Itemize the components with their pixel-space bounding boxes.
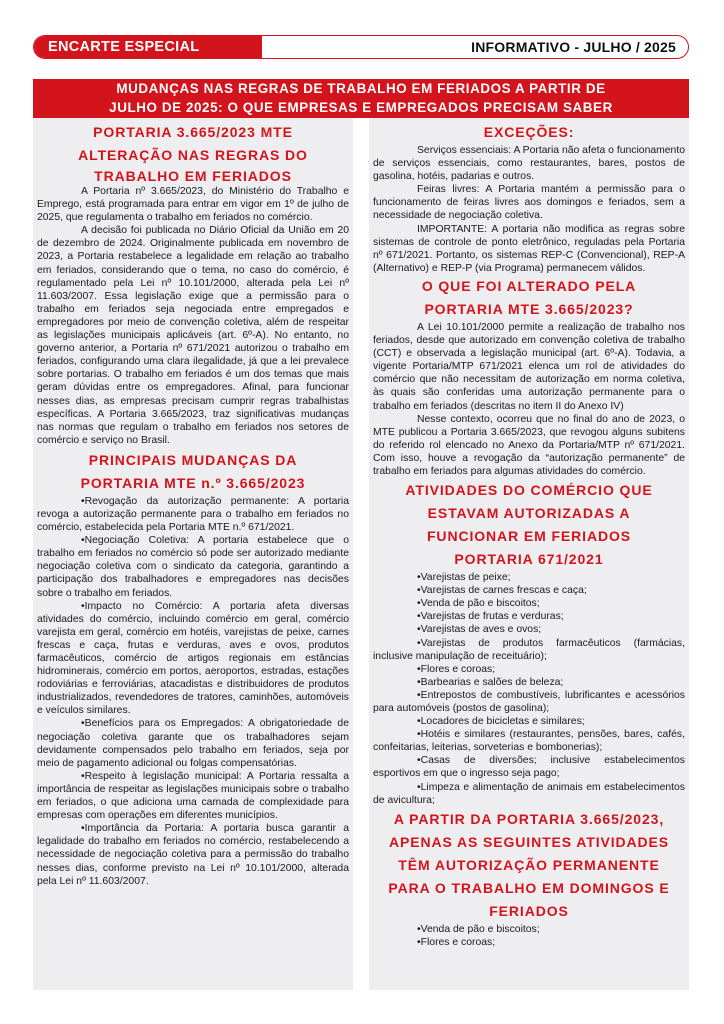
section-title [373,275,685,321]
list-item: •Negociação Coletiva: A portaria estabelece que o trabalho em feriados no comércio só pode ser autorizado mediante negociação coletiva com o sindicato da categoria, garantindo a participação dos trabalhadores e empregadores nas decisões sobre o trabalho em feriados. [37,535,349,599]
title-line: A PARTIR DA PORTARIA 3.665/2023, [393,810,665,827]
paragraph: A decisão foi publicada no Diário Oficial da União em 20 de dezembro de 2024. Originalmente publicada em novembro de 2023, a Portaria restabelece a legalidade em relação ao trabalho em feriados, considerando que o tema, no caso do comércio, é regulamentado pela Lei nº 10.101/2000, alterada pela Lei nº 11.603/2007. Essa legislação exige que a permissão para o trabalho em feriados seja negociada entre empregados e empregadores por meio de convenção coletiva, além de respeitar as legislações municipais aplicáveis (art. 6º-A). No entanto, no governo anterior, a Portaria nº 671/2021 autorizou o trabalho em feriados, configurando uma clara ilegalidade, já que a lei prevalece sobre portarias. O trabalho em feriados é um dos temas que mais geram dúvidas entre os empregadores. Afinal, para funcionar nesses dias, as empresas precisam cumprir regras trabalhistas específicas. A Portaria 3.665/2023, traz significativas mudanças nas normas que regulam o trabalho em feriados nos setores de comércio e serviço no Brasil. [37,225,349,446]
title-line: FERIADOS [489,902,569,919]
paragraph: A Lei 10.101/2000 permite a realização de trabalho nos feriados, desde que autorizado em convenção coletiva de trabalho (CCT) e observada a legislação municipal (art. 6º-A). Todavia, a vigente Portaria/MTP 671/2021 elenca um rol de atividades do comércio que não necessitam de autorização em norma coletiva, às quais são conferidas uma autorização permanente para o trabalho em feriados (descritas no item II do Anexo IV) [373,321,685,412]
paragraph: A Portaria nº 3.665/2023, do Ministério do Trabalho e Emprego, está programada para entrar em vigor em 1º de julho de 2025, que regulamenta o trabalho em feriados no comércio. [37,186,349,224]
title-line: PORTARIA MTE 3.665/2023? [424,300,634,317]
list-item: •Entrepostos de combustíveis, lubrificantes e acessórios para automóveis (postos de gasolina); [373,689,685,714]
list-item: •Locadores de bicicletas e similares; [417,716,585,728]
page-header [33,35,689,59]
title-line: PORTARIA MTE n.º 3.665/2023 [80,474,306,491]
section-tag [34,36,262,58]
title-line: PORTARIA 3.665/2023 MTE [93,124,293,140]
paragraph: IMPORTANTE: A portaria não modifica as regras sobre sistemas de controle de ponto eletrônico, reguladas pela Portaria nº 671/2021. Portanto, os sistemas REP-C (Convencional), REP-A (Alternativo) e REP-P (via Programa) permanecem válidos. [373,223,685,274]
section-title [37,449,349,495]
list-item: •Benefícios para os Empregados: A obrigatoriedade de negociação coletiva garante que os trabalhadores sejam devidamente compensados pelo trabalho em feriados, seja por meio de pagamento adicional ou folgas compensatórias. [37,718,349,769]
headline-line-1: MUDANÇAS NAS REGRAS DE TRABALHO EM FERIADOS A PARTIR DE [116,81,606,96]
title-line: TÊM AUTORIZAÇÃO PERMANENTE [398,856,660,873]
list-item: •Varejistas de carnes frescas e caça; [417,585,587,597]
list-item: •Venda de pão e biscoitos; [417,923,540,935]
list-item: •Venda de pão e biscoitos; [417,598,540,610]
paragraph: Feiras livres: A Portaria mantém a permissão para o funcionamento de feiras livres aos domingos e feriados, sem a necessidade de negociação coletiva. [373,184,685,222]
list-item: •Flores e coroas; [417,663,496,675]
list-item: •Varejistas de frutas e verduras; [417,611,564,623]
list-item: •Varejistas de produtos farmacêuticos (farmácias, inclusive manipulação de receituário); [373,637,685,662]
issue-label: INFORMATIVO - JULHO / 2025 [471,39,676,55]
section-title [373,808,685,923]
right-column [369,118,689,990]
list-item: •Revogação da autorização permanente: A portaria revoga a autorização permanente para o trabalho em feriados no comércio, estabelecida pela Portaria MTE n.º 671/2021. [37,495,349,534]
title-line: ALTERAÇÃO NAS REGRAS DO [78,147,308,163]
section-title: EXCEÇÕES: [483,124,575,140]
left-column [33,118,353,990]
list-item: •Respeito à legislação municipal: A Portaria ressalta a importância de respeitar as legislações municipais sobre o trabalho em feriados, o que adiciona uma camada de complexidade para empresas com operações em diferentes municípios. [37,770,349,822]
title-line: FUNCIONAR EM FERIADOS [426,528,631,545]
list-item: •Hotéis e similares (restaurantes, pensões, bares, cafés, confeitarias, leiterias, sorveterias e bombonerias); [373,729,685,754]
list-item: •Flores e coroas; [417,936,496,948]
title-line: O QUE FOI ALTERADO PELA [421,277,637,294]
title-line: PORTARIA 671/2021 [454,551,604,568]
headline-line-2: JULHO DE 2025: O QUE EMPRESAS E EMPREGADOS PRECISAM SABER [109,100,613,115]
list-item: •Impacto no Comércio: A portaria afeta diversas atividades do comércio, incluindo comércio em geral, comércio varejista em geral, comércio em hotéis, varejistas de peixe, carnes frescas e caça, frutas e verduras, aves e ovos, produtos farmacêuticos, comércio de artigos regionais em estâncias hidrominerais, comércio em portos, aeroportos, estradas, estações rodoviárias e ferroviárias, atacadistas e distribuidores de produtos industrializados, revendedores de tratores, caminhões, automóveis e veículos similares. [37,600,349,717]
title-line: APENAS AS SEGUINTES ATIVIDADES [388,833,670,850]
headline-banner [33,79,689,118]
paragraph: Nesse contexto, ocorreu que no final do ano de 2023, o MTE publicou a Portaria 3.665/2023, que revogou alguns subitens do referido rol elencado no Anexo da Portaria/MTP nº 671/2021. Com isso, houve a revogação da “autorização permanente” de trabalho em feriados para algumas atividades do comércio. [373,413,685,477]
list-item: •Casas de diversões; inclusive estabelecimentos esportivos em que o ingresso seja pago; [373,755,685,780]
list-item: •Limpeza e alimentação de animais em estabelecimentos de avicultura; [373,781,685,806]
section-title [373,479,685,571]
title-line: ATIVIDADES DO COMÉRCIO QUE [405,482,653,499]
title-line: TRABALHO EM FERIADOS [94,168,292,184]
title-line: ESTAVAM AUTORIZADAS A [427,505,631,522]
list-item: •Importância da Portaria: A portaria busca garantir a legalidade do trabalho em feriados no comércio, restabelecendo a necessidade de negociação coletiva para a permissão do trabalho nesses dias, conforme previsto na Lei nº 10.101/2000, alterada pela Lei nº 11.603/2007. [37,823,349,887]
title-line: PRINCIPAIS MUDANÇAS DA [88,451,298,468]
list-item: •Varejistas de peixe; [417,572,511,584]
section-title [37,121,349,185]
section-label: ENCARTE ESPECIAL [48,39,200,55]
list-item: •Varejistas de aves e ovos; [417,624,542,636]
title-line: PARA O TRABALHO EM DOMINGOS E [388,879,670,896]
paragraph: Serviços essenciais: A Portaria não afeta o funcionamento de serviços essenciais, como restaurantes, bares, postos de gasolina, hotéis, padarias e outros. [373,145,686,183]
list-item: •Barbearias e salões de beleza; [417,676,564,688]
